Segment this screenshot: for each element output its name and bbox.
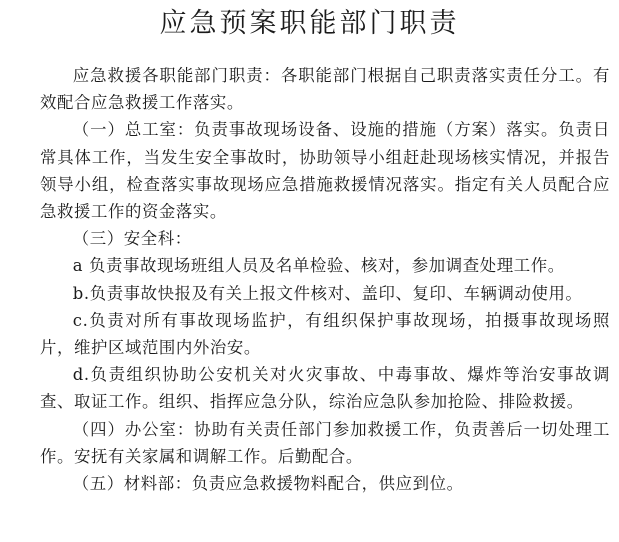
document-title: 应急预案职能部门职责 [159,8,460,39]
paragraph-safety-item-a: a 负责事故现场班组人员及名单检验、核对，参加调查处理工作。 [72,256,565,276]
paragraph-intro: 应急救援各职能部门职责：各职能部门根据自己职责落实责任分工。有效配合应急救援工作落实。 [40,66,610,113]
paragraph-chief-engineer-office: （一）总工室：负责事故现场设备、设施的措施（方案）落实。负责日常具体工作，当发生安全事故时，协助领导小组赶赴现场核实情况，并报告领导小组，检查落实事故现场应急措施救援情况落实。指定有关人员配合应急救援工作的资金落实。 [40,120,610,222]
paragraph-safety-section-heading: （三）安全科： [72,229,192,249]
paragraph-safety-item-c: c.负责对所有事故现场监护，有组织保护事故现场，拍摄事故现场照片，维护区域范围内外治安。 [40,310,610,358]
paragraph-safety-item-b: b.负责事故快报及有关上报文件核对、盖印、复印、车辆调动使用。 [72,283,583,303]
document-body [40,62,610,497]
paragraph-safety-item-d: d.负责组织协助公安机关对火灾事故、中毒事故、爆炸等治安事故调查、取证工作。组织、指挥应急分队，综治应急队参加抢险、排险救援。 [40,365,610,412]
paragraph-office: （四）办公室：协助有关责任部门参加救援工作，负责善后一切处理工作。安抚有关家属和调解工作。后勤配合。 [40,419,610,466]
paragraph-materials-dept: （五）材料部：负责应急救援物料配合，供应到位。 [72,474,464,494]
